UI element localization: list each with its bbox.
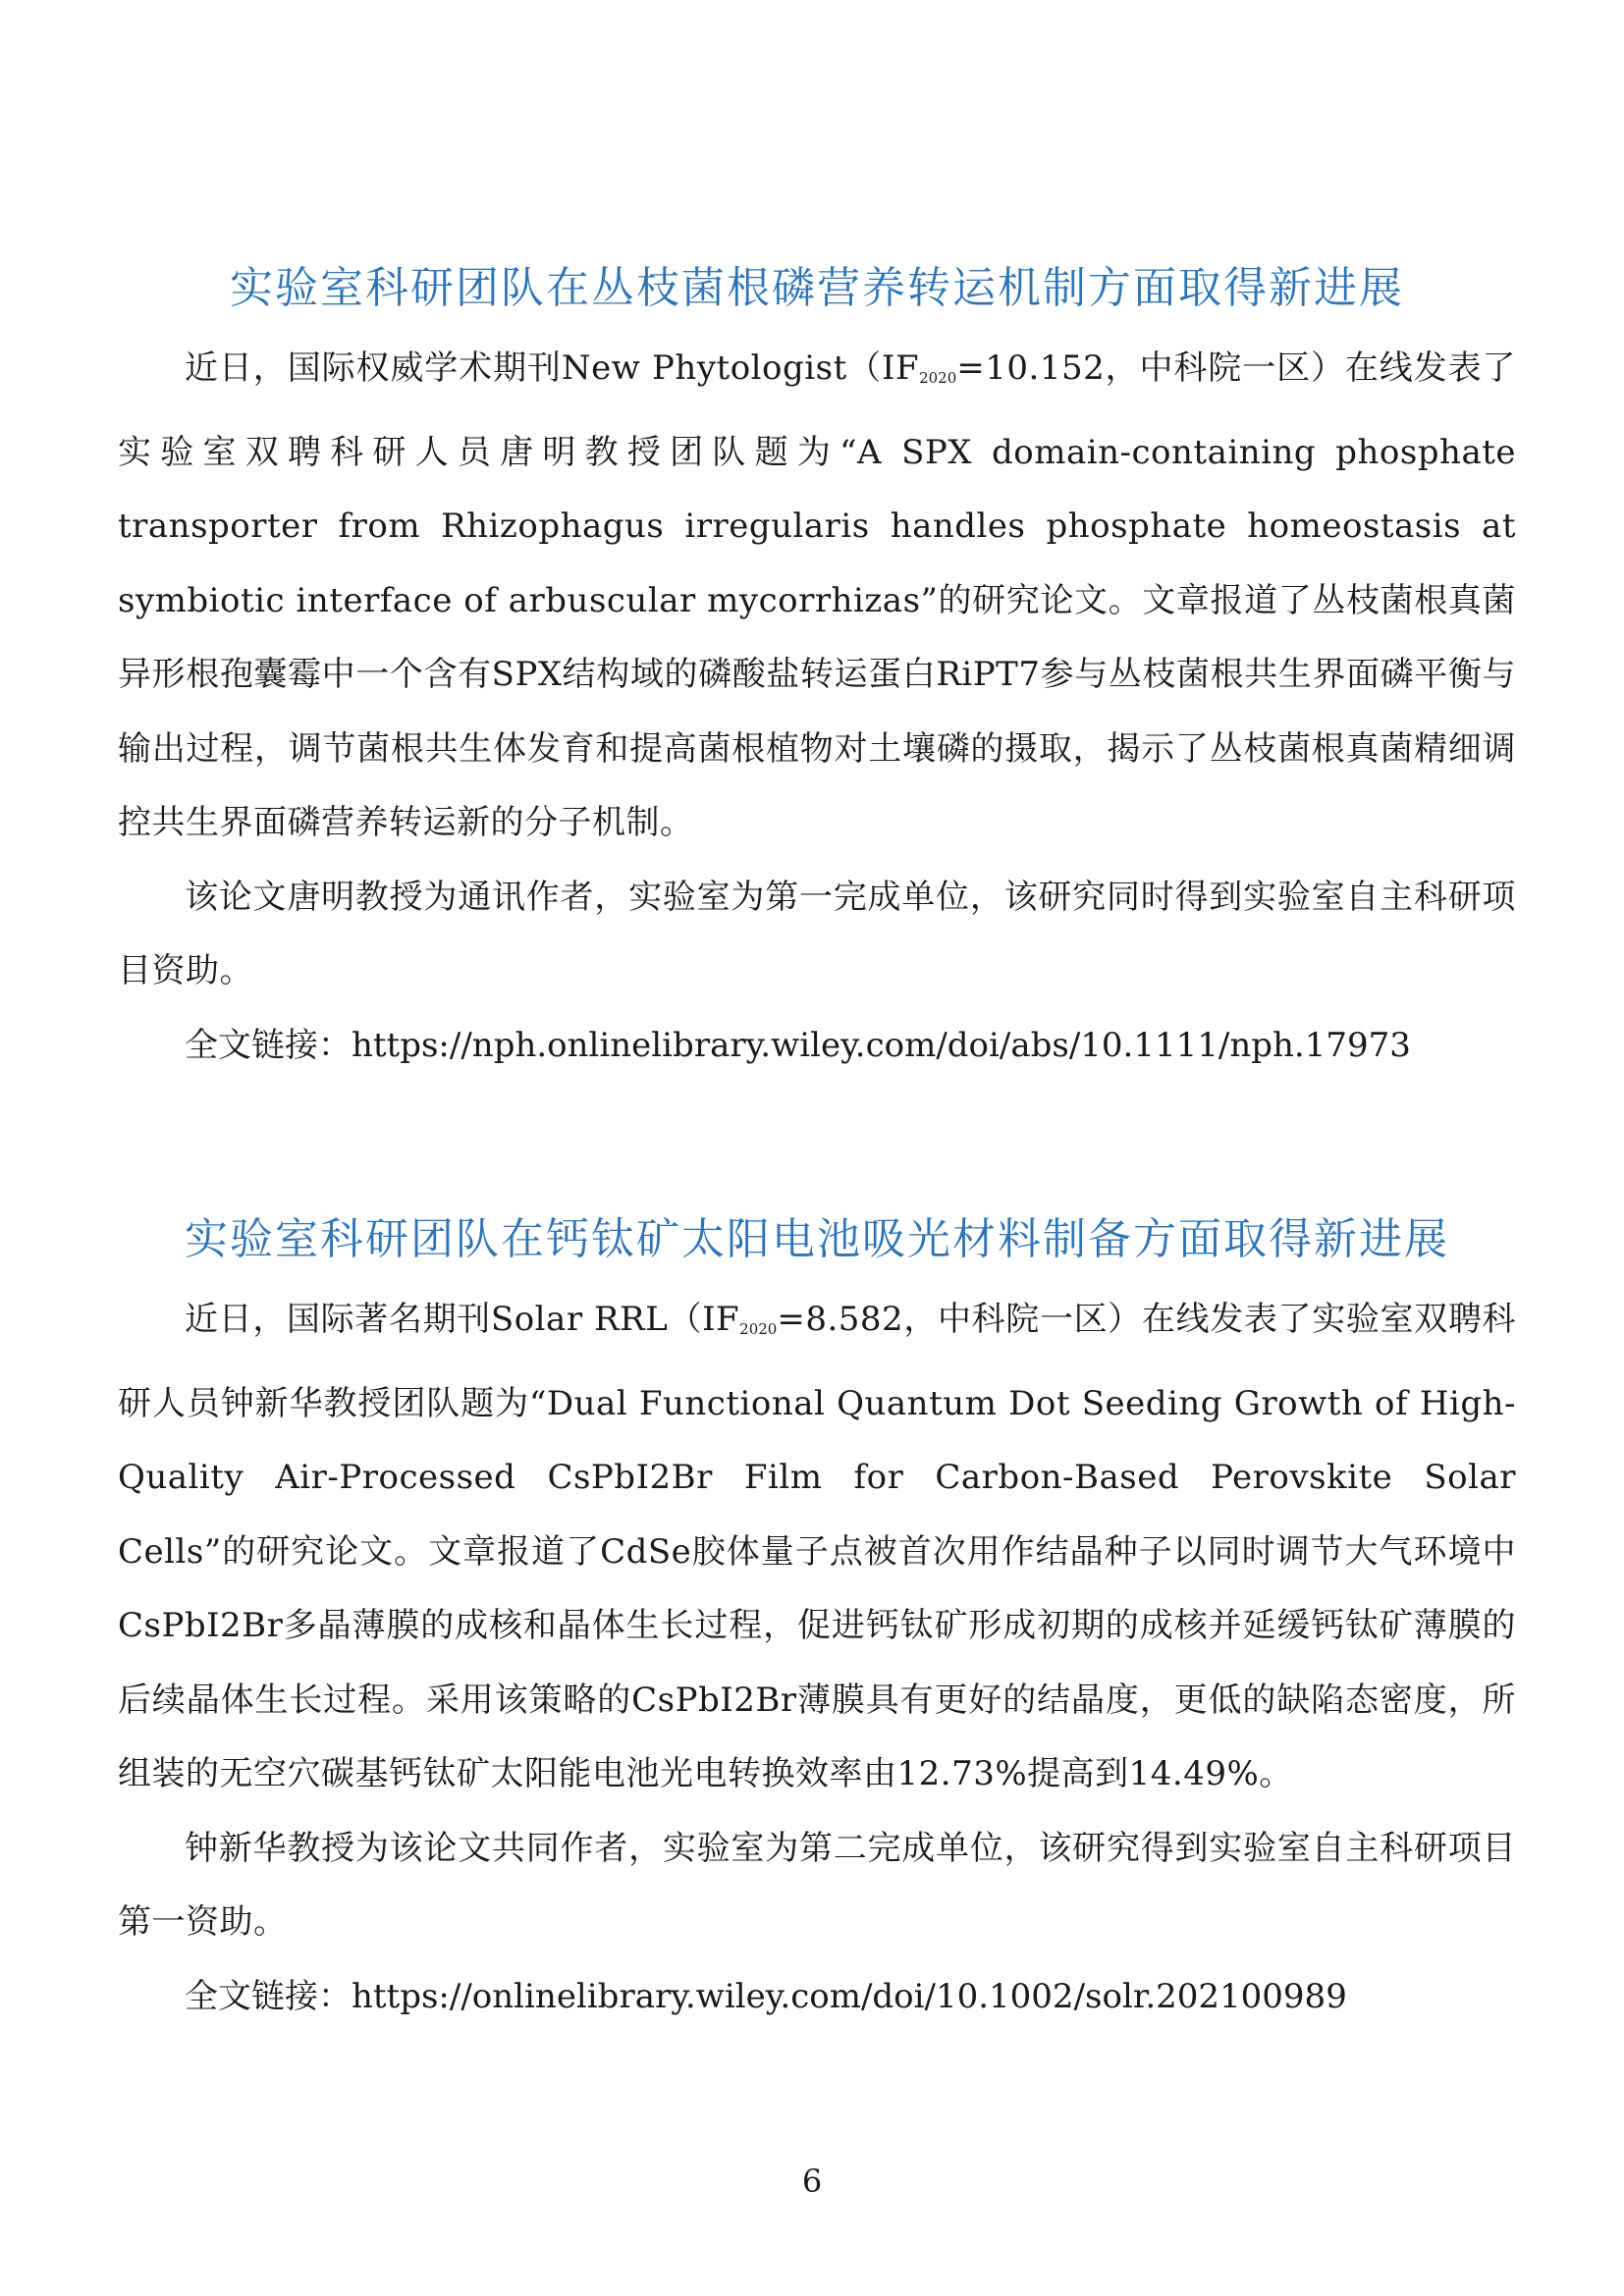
full-text-link[interactable]: https://nph.onlinelibrary.wiley.com/doi/abs/10.1111/nph.17973 [352, 1025, 1411, 1065]
full-text-link-label: 全文链接： [185, 1976, 352, 2016]
article-title: 实验室科研团队在钙钛矿太阳电池吸光材料制备方面取得新进展 [185, 1214, 1449, 1264]
full-text-link-label: 全文链接： [185, 1025, 352, 1065]
impact-factor-year-subscript: 2020 [919, 369, 957, 387]
page-number: 6 [801, 2163, 823, 2200]
impact-factor-year-subscript: 2020 [739, 1320, 778, 1338]
intro-text-rest: =8.582，中科院一区）在线发表了实验室双聘科研人员钟新华教授团队题为“Dual Functional Quantum Dot Seeding Growth of High-Quality Air-Processed CsPbI2Br Film for Carbon-Based Perovskite Solar Cells”的研究论文。文章报道了CdSe胶体量子点被首次用作结晶种子以同时调节大气环境中CsPbI2Br多晶薄膜的成核和晶体生长过程，促进钙钛矿形成初期的成核并延缓钙钛矿薄膜的后续晶体生长过程。采用该策略的CsPbI2Br薄膜具有更好的结晶度，更低的缺陷态密度，所组装的无空穴碳基钙钛矿太阳能电池光电转换效率由12.73%提高到14.49%。 [118, 1300, 1516, 1793]
article-authorship-paragraph: 该论文唐明教授为通讯作者，实验室为第一完成单位，该研究同时得到实验室自主科研项目资助。 [118, 877, 1516, 990]
full-text-link[interactable]: https://onlinelibrary.wiley.com/doi/10.1002/solr.202100989 [352, 1976, 1347, 2016]
article-title: 实验室科研团队在丛枝菌根磷营养转运机制方面取得新进展 [230, 263, 1404, 313]
intro-text-rest: =10.152，中科院一区）在线发表了实验室双聘科研人员唐明教授团队题为“A SPX domain-containing phosphate transporter from Rhizophagus irregularis handles phosphate homeostasis at symbiotic interface of arbuscular mycorrhizas”的研究论文。文章报道了丛枝菌根真菌异形根孢囊霉中一个含有SPX结构域的磷酸盐转运蛋白RiPT7参与丛枝菌根共生界面磷平衡与输出过程，调节菌根共生体发育和提高菌根植物对土壤磷的摄取，揭示了丛枝菌根真菌精细调控共生界面磷营养转运新的分子机制。 [118, 348, 1516, 842]
article-authorship-paragraph: 钟新华教授为该论文共同作者，实验室为第二完成单位，该研究得到实验室自主科研项目第一资助。 [118, 1828, 1516, 1942]
article-perovskite [118, 1202, 1516, 2034]
full-text-link-line [118, 1960, 1516, 2035]
article-mycorrhiza [118, 251, 1516, 1083]
intro-text-start: 近日，国际权威学术期刊New Phytologist（IF [185, 348, 920, 388]
article-intro-paragraph [118, 332, 1516, 861]
article-intro-paragraph [118, 1283, 1516, 1812]
full-text-link-line [118, 1009, 1516, 1084]
intro-text-start: 近日，国际著名期刊Solar RRL（IF [185, 1300, 740, 1339]
